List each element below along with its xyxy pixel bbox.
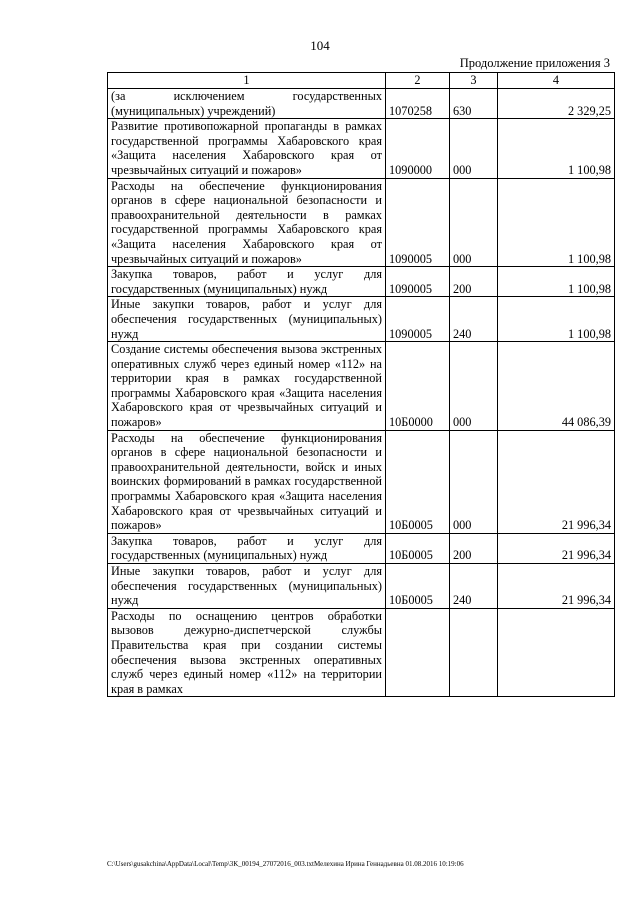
row-type: 240: [450, 564, 498, 609]
row-sum: 21 996,34: [498, 533, 615, 563]
row-sum: 21 996,34: [498, 430, 615, 533]
table-row: [108, 342, 615, 431]
row-code: 1070258: [386, 89, 450, 119]
row-type: 200: [450, 267, 498, 297]
row-code: 1090005: [386, 267, 450, 297]
row-sum: 1 100,98: [498, 267, 615, 297]
row-name: Создание системы обеспечения вызова экстренных оперативных служб через единый номер «112» на территории края в рамках государственной программы Хабаровского края «Защита населения Хабаровского края от чрезвычайных ситуаций и пожаров»: [108, 342, 386, 431]
header-cell-1: 1: [108, 73, 386, 89]
row-sum: [498, 608, 615, 697]
row-code: 1090005: [386, 178, 450, 267]
header-row: [108, 73, 615, 89]
row-name: Развитие противопожарной пропаганды в рамках государственной программы Хабаровского края «Защита населения Хабаровского края от чрезвычайных ситуаций и пожаров»: [108, 119, 386, 178]
row-code: 10Б0005: [386, 430, 450, 533]
row-type: 240: [450, 297, 498, 342]
row-type: [450, 608, 498, 697]
table-row: [108, 89, 615, 119]
table-row: [108, 297, 615, 342]
table-row: [108, 430, 615, 533]
table-row: [108, 178, 615, 267]
row-code: [386, 608, 450, 697]
row-sum: 44 086,39: [498, 342, 615, 431]
row-type: 000: [450, 342, 498, 431]
row-sum: 21 996,34: [498, 564, 615, 609]
header-cell-4: 4: [498, 73, 615, 89]
table-row: [108, 564, 615, 609]
row-name: Расходы на обеспечение функционирования органов в сфере национальной безопасности и правоохранительной деятельности в рамках государственной программы Хабаровского края «Защита населения Хабаровского края от чрезвычайных ситуаций и пожаров»: [108, 178, 386, 267]
row-code: 1090000: [386, 119, 450, 178]
table-row: [108, 119, 615, 178]
table-row: [108, 608, 615, 697]
row-sum: 1 100,98: [498, 178, 615, 267]
row-code: 10Б0000: [386, 342, 450, 431]
row-name: (за исключением государственных (муниципальных) учреждений): [108, 89, 386, 119]
continuation-label: Продолжение приложения 3: [459, 56, 610, 70]
row-name: Закупка товаров, работ и услуг для государственных (муниципальных) нужд: [108, 533, 386, 563]
row-sum: 1 100,98: [498, 297, 615, 342]
header-cell-2: 2: [386, 73, 450, 89]
row-name: Закупка товаров, работ и услуг для государственных (муниципальных) нужд: [108, 267, 386, 297]
row-code: 1090005: [386, 297, 450, 342]
row-type: 000: [450, 178, 498, 267]
row-name: Расходы по оснащению центров обработки вызовов дежурно-диспетчерской службы Правительства края при создании системы обеспечения вызова экстренных оперативных служб через единый номер «112» на территории края в рамках: [108, 608, 386, 697]
row-sum: 1 100,98: [498, 119, 615, 178]
row-sum: 2 329,25: [498, 89, 615, 119]
row-type: 000: [450, 430, 498, 533]
file-path-footer: C:\Users\gusakchina\AppData\Local\Temp\3K_00194_27072016_003.txtМелехина Ирина Геннадьевна 01.08.2016 10:19:06: [107, 860, 464, 868]
table-row: [108, 267, 615, 297]
row-code: 10Б0005: [386, 564, 450, 609]
row-name: Иные закупки товаров, работ и услуг для обеспечения государственных (муниципальных) нужд: [108, 564, 386, 609]
table-row: [108, 533, 615, 563]
row-type: 630: [450, 89, 498, 119]
row-code: 10Б0005: [386, 533, 450, 563]
budget-table: [107, 72, 615, 697]
page-number: 104: [310, 38, 330, 53]
row-name: Иные закупки товаров, работ и услуг для обеспечения государственных (муниципальных) нужд: [108, 297, 386, 342]
row-type: 000: [450, 119, 498, 178]
header-cell-3: 3: [450, 73, 498, 89]
row-name: Расходы на обеспечение функционирования органов в сфере национальной безопасности и правоохранительной деятельности, войск и иных воинских формирований в рамках государственной программы Хабаровского края «Защита населения Хабаровского края от чрезвычайных ситуаций и пожаров»: [108, 430, 386, 533]
row-type: 200: [450, 533, 498, 563]
